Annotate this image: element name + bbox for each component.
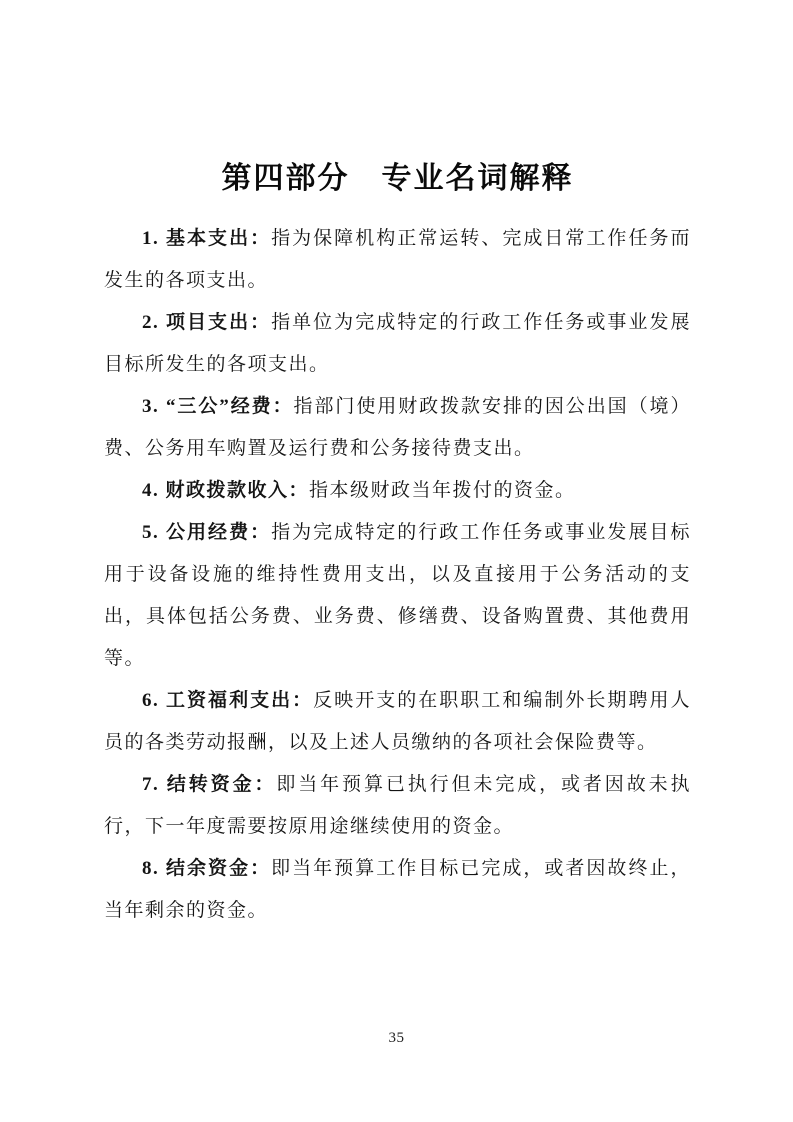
term-paragraph-basic-expenditure bbox=[104, 218, 691, 302]
term-paragraph-three-public-funds bbox=[104, 386, 691, 470]
term-paragraph-salary-welfare-expenditure bbox=[104, 680, 691, 764]
term-label: 2. 项目支出： bbox=[142, 312, 272, 333]
term-label: 5. 公用经费： bbox=[142, 522, 272, 543]
term-definition: 即当年预算工作目标已完成，或者因故终止，当年剩余的资金。 bbox=[104, 858, 691, 921]
term-definition: 指为完成特定的行政工作任务或事业发展目标用于设备设施的维持性费用支出，以及直接用于公务活动的支出，具体包括公务费、业务费、修缮费、设备购置费、其他费用等。 bbox=[104, 522, 691, 669]
term-paragraph-surplus-funds bbox=[104, 848, 691, 932]
term-label: 4. 财政拨款收入： bbox=[142, 480, 310, 501]
term-definition: 指本级财政当年拨付的资金。 bbox=[309, 480, 576, 501]
term-label: 3. “三公”经费： bbox=[142, 396, 294, 417]
term-label: 1. 基本支出： bbox=[142, 228, 272, 249]
term-paragraph-public-funds bbox=[104, 512, 691, 680]
page-title: 第四部分 专业名词解释 bbox=[221, 162, 574, 195]
term-definition: 即当年预算已执行但未完成，或者因故未执行，下一年度需要按原用途继续使用的资金。 bbox=[104, 774, 691, 837]
term-label: 8. 结余资金： bbox=[142, 858, 272, 879]
term-paragraph-project-expenditure bbox=[104, 302, 691, 386]
term-definition: 指单位为完成特定的行政工作任务或事业发展目标所发生的各项支出。 bbox=[104, 312, 691, 375]
term-definition: 反映开支的在职职工和编制外长期聘用人员的各类劳动报酬，以及上述人员缴纳的各项社会保险费等。 bbox=[104, 690, 691, 753]
term-definition: 指为保障机构正常运转、完成日常工作任务而发生的各项支出。 bbox=[104, 228, 691, 291]
term-label: 6. 工资福利支出： bbox=[142, 690, 314, 711]
term-paragraph-carryover-funds bbox=[104, 764, 691, 848]
term-definition: 指部门使用财政拨款安排的因公出国（境）费、公务用车购置及运行费和公务接待费支出。 bbox=[104, 396, 691, 459]
term-label: 7. 结转资金： bbox=[142, 774, 277, 795]
term-paragraph-fiscal-appropriation-income bbox=[104, 470, 691, 512]
page-number: 35 bbox=[388, 1030, 405, 1046]
